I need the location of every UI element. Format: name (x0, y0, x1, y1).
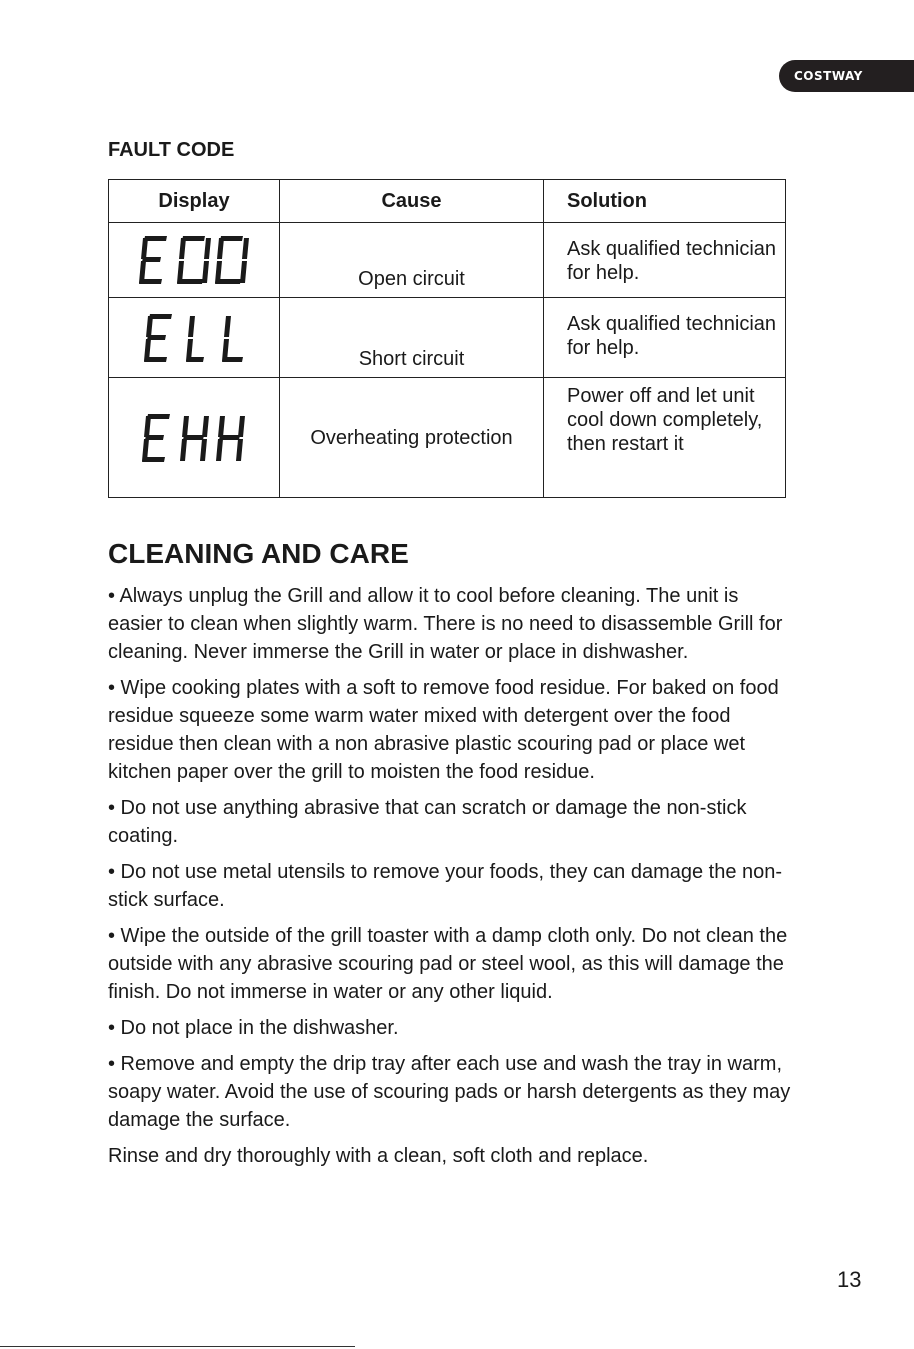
cleaning-paragraph: • Always unplug the Grill and allow it to cool before cleaning. The unit is easier to clean when slightly warm. There is no need to disassemble Grill for cleaning. Never immerse the Grill in water or place in dishwasher. (108, 585, 783, 663)
brand-logo-tab: COSTWAY (779, 60, 914, 92)
solution-cell: Power off and let unit cool down completely, then restart it (544, 378, 786, 498)
header-display: Display (109, 180, 280, 223)
display-code-cell (109, 298, 280, 378)
display-code-cell (109, 223, 280, 298)
segment-display-e11 (144, 310, 244, 366)
header-solution: Solution (544, 180, 786, 223)
solution-cell: Ask qualified technician for help. (544, 223, 786, 298)
display-code-cell (109, 378, 280, 498)
header-cause: Cause (280, 180, 544, 223)
table-row (109, 223, 786, 298)
cleaning-paragraph: • Do not place in the dishwasher. (108, 1017, 399, 1039)
page-number: 13 (837, 1267, 862, 1292)
footer-divider (0, 1346, 355, 1347)
table-header-row (109, 180, 786, 223)
table-row (109, 378, 786, 498)
fault-code-title: FAULT CODE (108, 139, 235, 161)
cleaning-instructions (108, 582, 798, 1178)
solution-cell: Ask qualified technician for help. (544, 298, 786, 378)
segment-display-e00 (139, 232, 249, 288)
table-row (109, 298, 786, 378)
segment-display-ehh (142, 410, 246, 466)
cleaning-paragraph: • Do not use anything abrasive that can scratch or damage the non-stick coating. (108, 797, 747, 847)
cleaning-paragraph: Rinse and dry thoroughly with a clean, soft cloth and replace. (108, 1145, 649, 1167)
cause-cell: Open circuit (280, 223, 544, 298)
cleaning-paragraph: • Wipe cooking plates with a soft to remove food residue. For baked on food residue squeeze some warm water mixed with detergent over the food residue then clean with a non abrasive plastic scouring pad or place wet kitchen paper over the grill to moisten the food residue. (108, 677, 779, 783)
cause-cell: Overheating protection (280, 378, 544, 498)
cause-cell: Short circuit (280, 298, 544, 378)
fault-code-table (108, 179, 786, 498)
cleaning-paragraph: • Wipe the outside of the grill toaster with a damp cloth only. Do not clean the outside with any abrasive scouring pad or steel wool, as this will damage the finish. Do not immerse in water or any other liquid. (108, 925, 788, 1003)
cleaning-title: CLEANING AND CARE (108, 538, 409, 569)
cleaning-paragraph: • Do not use metal utensils to remove your foods, they can damage the non-stick surface. (108, 861, 783, 911)
cleaning-paragraph: • Remove and empty the drip tray after each use and wash the tray in warm, soapy water. Avoid the use of scouring pads or harsh detergents as they may damage the surface. (108, 1053, 791, 1131)
